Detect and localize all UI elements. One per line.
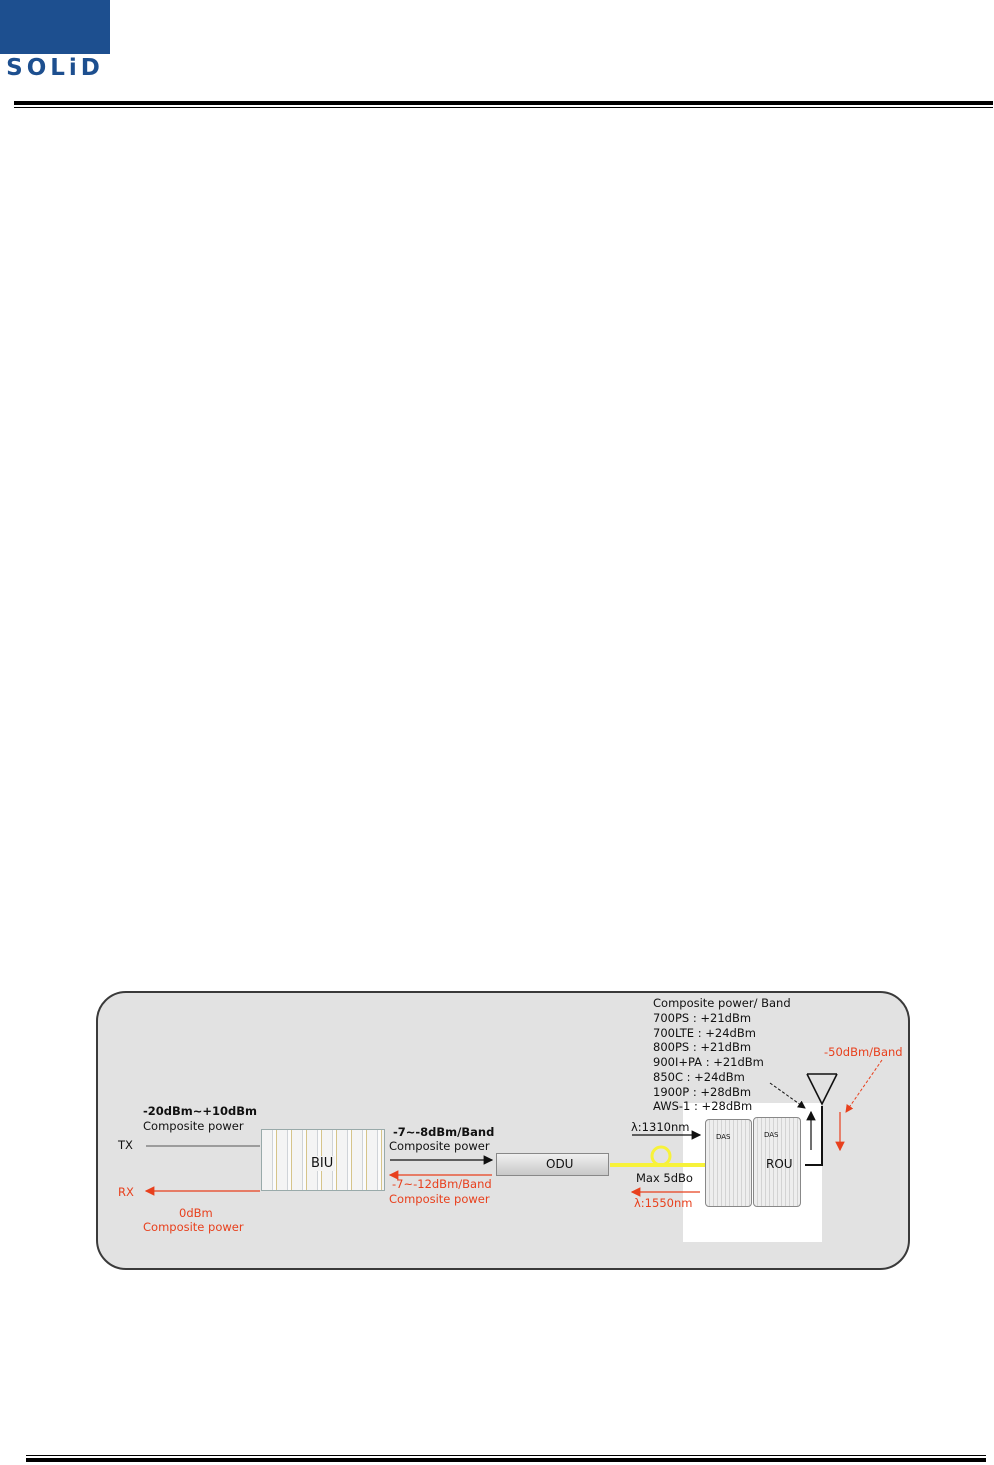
rx-label: RX <box>118 1185 134 1199</box>
uplink-incoming-dashed <box>846 1060 882 1112</box>
rou-badge-left: DAS <box>716 1133 731 1141</box>
footer-rule-thin <box>26 1455 986 1456</box>
band-800ps: 800PS : +21dBm <box>653 1040 752 1054</box>
band-900ipa: 900I+PA : +21dBm <box>653 1055 764 1069</box>
tx-power-desc: Composite power <box>143 1119 244 1133</box>
rx-power-value: 0dBm <box>179 1206 213 1220</box>
odu-output-desc: Composite power <box>389 1139 490 1153</box>
band-850c: 850C : +24dBm <box>653 1070 745 1084</box>
odu-output-value: -7~-8dBm/Band <box>393 1125 495 1139</box>
band-700lte: 700LTE : +24dBm <box>653 1026 756 1040</box>
rou-badge-right: DAS <box>764 1131 779 1139</box>
tx-label: TX <box>118 1138 133 1152</box>
odu-input-value: -7~-12dBm/Band <box>392 1177 492 1191</box>
tx-power-value: -20dBm~+10dBm <box>143 1104 258 1118</box>
band-pointer <box>770 1083 805 1108</box>
odu-input-desc: Composite power <box>389 1192 490 1206</box>
rx-power-desc: Composite power <box>143 1220 244 1234</box>
antenna-uplink-level: -50dBm/Band <box>824 1045 903 1059</box>
antenna-icon <box>807 1074 837 1104</box>
uplink-wavelength: λ:1550nm <box>634 1196 693 1210</box>
logo-text: SOLiD <box>0 54 110 82</box>
rou-power-title: Composite power/ Band <box>653 996 791 1010</box>
biu-label: BIU <box>311 1156 334 1171</box>
band-700ps: 700PS : +21dBm <box>653 1011 752 1025</box>
rou-label: ROU <box>766 1157 793 1171</box>
fiber-loss: Max 5dBo <box>636 1171 693 1185</box>
rou-antenna-feed <box>805 1106 822 1165</box>
band-1900p: 1900P : +28dBm <box>653 1085 752 1099</box>
footer-rule <box>26 1458 986 1462</box>
band-aws1: AWS-1 : +28dBm <box>653 1099 753 1113</box>
fiber-loop <box>652 1147 670 1165</box>
odu-label: ODU <box>546 1157 574 1171</box>
downlink-wavelength: λ:1310nm <box>631 1120 690 1134</box>
